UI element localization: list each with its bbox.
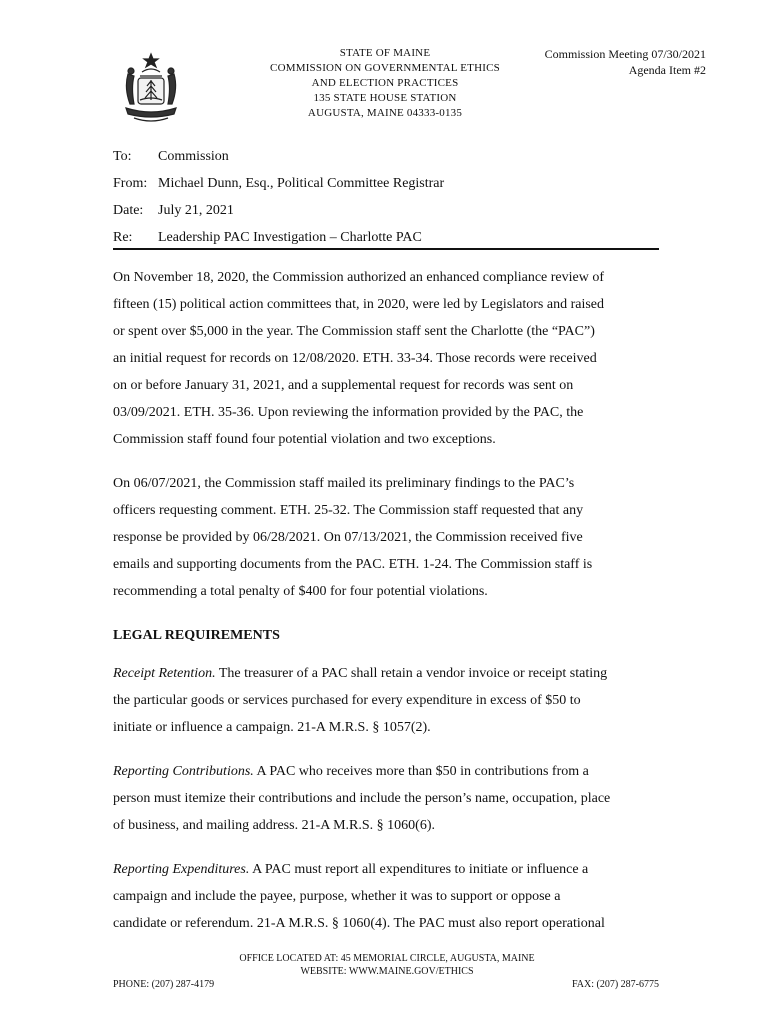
memo-header [113,147,659,255]
meeting-date: Commission Meeting 07/30/2021 [544,47,706,61]
reporting-expenditures-paragraph [113,856,661,937]
page-footer [113,952,661,991]
paragraph-lead: Reporting Contributions. [113,764,254,779]
agenda-item: Agenda Item #2 [628,63,706,77]
paragraph-lead: Reporting Expenditures. [113,862,250,877]
receipt-retention-paragraph [113,660,661,741]
agency-line: STATE OF MAINE [339,47,431,59]
text-line: or spent over $5,000 in the year. The Commission staff sent the Charlotte (the “PAC”) [113,324,595,339]
text-line: recommending a total penalty of $400 for four potential violations. [113,584,488,599]
memo-re-label: Re: [113,230,133,245]
agency-line: AND ELECTION PRACTICES [311,77,459,89]
legal-requirements-heading: LEGAL REQUIREMENTS [113,628,280,643]
memo-divider [113,248,659,250]
memo-re-value: Leadership PAC Investigation – Charlotte PAC [158,230,422,245]
memo-body [113,264,661,954]
agency-address-block [240,46,530,121]
text-line: 03/09/2021. ETH. 35-36. Upon reviewing the information provided by the PAC, the [113,405,584,420]
text-line: response be provided by 06/28/2021. On 07/13/2021, the Commission received five [113,530,583,545]
text-line: candidate or referendum. 21-A M.R.S. § 1060(4). The PAC must also report operational [113,916,605,931]
intro-paragraph [113,264,661,453]
text-line [113,758,661,785]
paragraph-text: The treasurer of a PAC shall retain a vendor invoice or receipt stating [215,666,608,681]
findings-paragraph [113,470,661,605]
text-line: fifteen (15) political action committees that, in 2020, were led by Legislators and raised [113,297,605,312]
memo-to-label: To: [113,149,132,164]
text-line [113,660,661,687]
text-line: On November 18, 2020, the Commission authorized an enhanced compliance review of [113,270,605,285]
agency-line: 135 STATE HOUSE STATION [313,92,457,104]
text-line: emails and supporting documents from the PAC. ETH. 1-24. The Commission staff is [113,557,593,572]
fax-number: FAX: (207) 287-6775 [571,979,659,990]
memo-date-value: July 21, 2021 [158,203,234,218]
text-line: person must itemize their contributions and include the person’s name, occupation, place [113,791,611,806]
text-line: On 06/07/2021, the Commission staff mailed its preliminary findings to the PAC’s [113,476,575,491]
paragraph-text: A PAC who receives more than $50 in contributions from a [253,764,589,779]
reporting-contributions-paragraph [113,758,661,839]
memo-from-row [113,174,659,201]
text-line: officers requesting comment. ETH. 25-32. The Commission staff requested that any [113,503,584,518]
memo-from-label: From: [113,176,148,191]
agency-line: AUGUSTA, MAINE 04333-0135 [307,107,463,119]
text-line: of business, and mailing address. 21-A M.R.S. § 1060(6). [113,818,435,833]
text-line: campaign and include the payee, purpose, whether it was to support or oppose a [113,889,561,904]
text-line: the particular goods or services purchased for every expenditure in excess of $50 to [113,693,581,708]
paragraph-text: A PAC must report all expenditures to initiate or influence a [249,862,589,877]
text-line: initiate or influence a campaign. 21-A M.R.S. § 1057(2). [113,720,431,735]
memo-re-row [113,228,659,255]
state-seal-icon [120,52,182,124]
text-line: Commission staff found four potential violation and two exceptions. [113,432,496,447]
memo-date-row [113,201,659,228]
contact-row [113,978,661,991]
office-address: OFFICE LOCATED AT: 45 MEMORIAL CIRCLE, AUGUSTA, MAINE [239,953,535,964]
memo-from-value: Michael Dunn, Esq., Political Committee Registrar [158,176,445,191]
memo-to-value: Commission [158,149,229,164]
memo-date-label: Date: [113,203,144,218]
text-line: an initial request for records on 12/08/2020. ETH. 33-34. Those records were received [113,351,597,366]
text-line [113,856,661,883]
agency-line: COMMISSION ON GOVERNMENTAL ETHICS [270,62,500,74]
phone-number: PHONE: (207) 287-4179 [113,979,215,990]
memo-to-row [113,147,659,174]
website-link[interactable]: WEBSITE: WWW.MAINE.GOV/ETHICS [300,966,474,977]
paragraph-lead: Receipt Retention. [113,666,216,681]
meeting-info [520,46,706,78]
text-line: on or before January 31, 2021, and a supplemental request for records was sent on [113,378,574,393]
